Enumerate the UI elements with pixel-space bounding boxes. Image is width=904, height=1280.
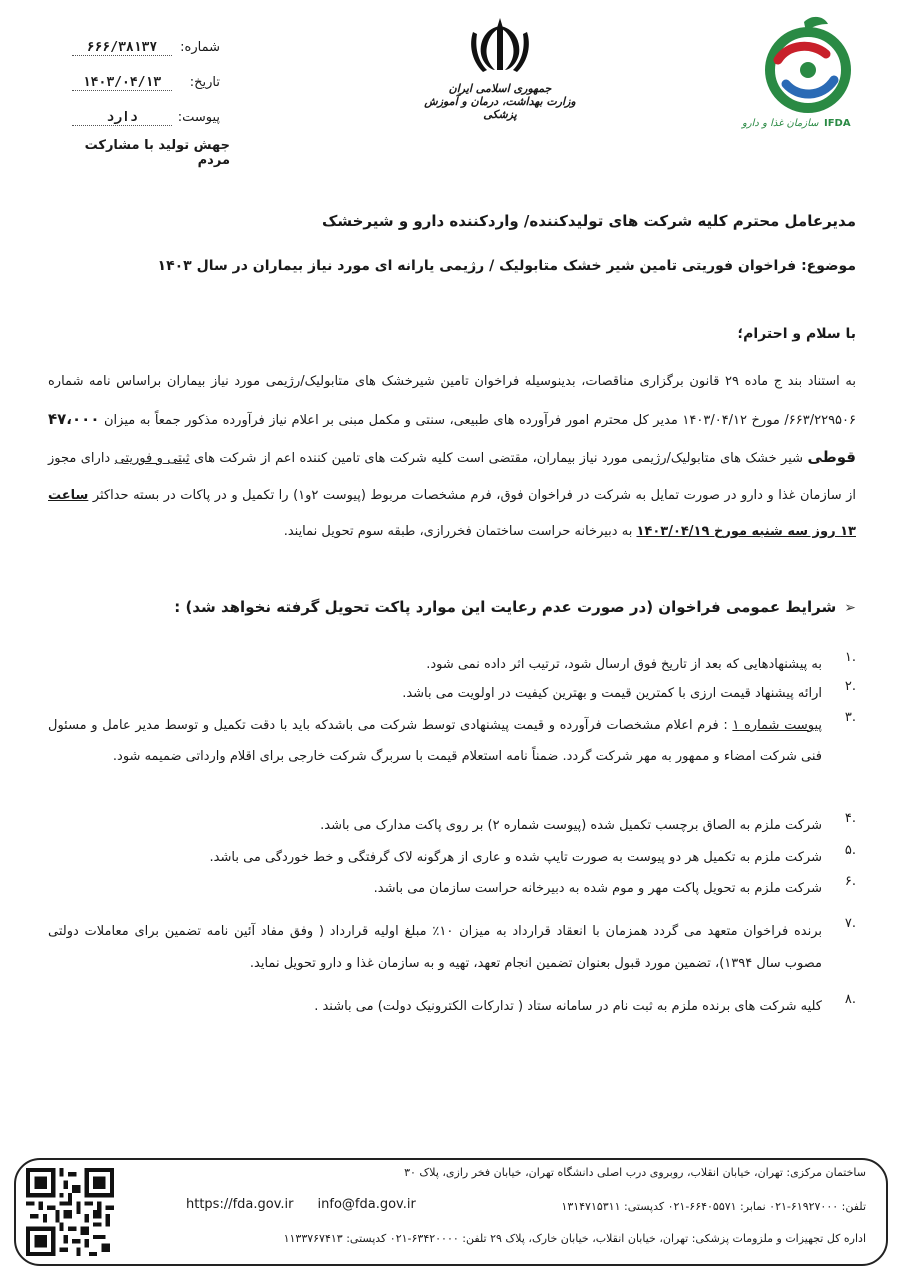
- condition-number: .۶: [844, 874, 856, 889]
- qr-code-icon[interactable]: [26, 1168, 114, 1256]
- letter-number: [60, 40, 220, 56]
- condition-text: برنده فراخوان متعهد می گردد همزمان با انعقاد قرارداد به میزان ۱۰٪ مبلغ اولیه قرارداد ( وفق مفاد آئین نامه تضمین برای معاملات دولتی مصوب سال ۱۳۹۴)، تضمین مورد قبول بعنوان تضمین انجام تعهد، تهیه و به سازمان غذا و دارو تحویل نماید.: [48, 924, 822, 971]
- emblem-ministry: وزارت بهداشت، درمان و آموزش پزشکی: [424, 95, 576, 121]
- letter-attachment: [60, 110, 220, 126]
- condition-number: .۴: [844, 811, 856, 826]
- footer-address-central: ساختمان مرکزی: تهران، خیابان انقلاب، روبروی درب اصلی دانشگاه تهران، خیابان فخر رازی، پلاک ۳۰: [404, 1166, 866, 1179]
- greeting: با سلام و احترام؛: [737, 326, 856, 342]
- number-value: ۶۶۶/۳۸۱۳۷: [72, 40, 172, 56]
- letter-date: [60, 75, 220, 91]
- conditions-title-text: شرایط عمومی فراخوان (در صورت عدم رعایت این موارد پاکت تحویل گرفته نخواهد شد) :: [174, 598, 837, 616]
- date-value: ۱۴۰۳/۰۴/۱۳: [72, 75, 172, 91]
- condition-item: [48, 916, 856, 980]
- paragraph-part-2: شیر خشک های متابولیک/رژیمی مورد نیاز بیماران، مقتضی است کلیه شرکت های تامین کننده اعم از شرکت های: [194, 451, 804, 466]
- national-emblem: [420, 14, 580, 121]
- date-label: تاریخ:: [189, 75, 220, 90]
- attachment-1-underlined: پیوست شماره ۱: [732, 718, 823, 733]
- condition-text: به پیشنهادهایی که بعد از تاریخ فوق ارسال شود، ترتیب اثر داده نمی شود.: [426, 657, 822, 672]
- condition-number: .۵: [844, 843, 856, 858]
- condition-number: .۳: [844, 710, 856, 725]
- condition-text: شرکت ملزم به الصاق برچسب تکمیل شده (پیوست شماره ۲) بر روی پاکت مدارک می باشد.: [320, 818, 822, 833]
- subject-line: موضوع: فراخوان فوریتی تامین شیر خشک متابولیک / رژیمی یارانه ای مورد نیاز بیماران در سال ۱۴۰۳: [157, 258, 856, 274]
- attachment-label: پیوست:: [177, 110, 220, 125]
- condition-number: .۱: [844, 650, 856, 665]
- website-link[interactable]: https://fda.gov.ir: [186, 1197, 294, 1212]
- paragraph-part-3: دارای مجوز از سازمان غذا و دارو در صورت تمایل به شرکت در فراخوان فوق، فرم مشخصات مربوط (پیوست ۲و۱) را تکمیل و در پاکات در بسته حداکثر: [48, 451, 856, 503]
- condition-text: ارائه پیشنهاد قیمت ارزی با کمترین قیمت و بهترین کیفیت در اولویت می باشد.: [402, 686, 822, 701]
- ifda-logo-icon: [742, 14, 872, 118]
- condition-text: شرکت ملزم به تحویل پاکت مهر و موم شده به دبیرخانه حراست سازمان می باشد.: [373, 881, 822, 896]
- condition-item: [48, 811, 856, 840]
- condition-text: شرکت ملزم به تکمیل هر دو پیوست به صورت تایپ شده و عاری از هرگونه لاک گرفتگی و خط خوردگی می باشد.: [209, 850, 822, 865]
- condition-text: کلیه شرکت های برنده ملزم به ثبت نام در سامانه ستاد ( تدارکات الکترونیک دولت) می باشند .: [314, 999, 822, 1014]
- arrow-bullet-icon: ➢: [844, 600, 856, 616]
- ifda-logo: [742, 14, 872, 134]
- paragraph-part-4: به دبیرخانه حراست ساختمان فخررازی، طبقه سوم تحویل نمایند.: [283, 524, 633, 539]
- footer-web: [186, 1197, 440, 1212]
- deadline-highlight: ساعت ۱۳ روز سه شنبه مورخ ۱۴۰۳/۰۴/۱۹: [48, 487, 856, 539]
- addressee: مدیرعامل محترم کلیه شرکت های تولیدکننده/ واردکننده دارو و شیرخشک: [321, 212, 856, 230]
- conditions-title: [174, 598, 856, 616]
- condition-number: .۲: [844, 679, 856, 694]
- main-paragraph: [48, 364, 856, 551]
- footer-address-equipment: اداره کل تجهیزات و ملزومات پزشکی: تهران، خیابان انقلاب، خیابان خارک، پلاک ۲۹ تلفن: ۶۳۴۲۰۰۰۰-۰۲۱ کدپستی: ۱۱۳۳۷۶۷۴۱۳: [283, 1232, 866, 1245]
- logo-abbr: IFDA: [824, 118, 851, 129]
- condition-number: .۸: [844, 992, 856, 1007]
- condition-item: [48, 679, 856, 708]
- condition-item: [48, 874, 856, 903]
- condition-item: [48, 992, 856, 1021]
- slogan: جهش تولید با مشارکت مردم: [84, 138, 230, 168]
- number-label: شماره:: [180, 40, 220, 55]
- paragraph-part-1: به استناد بند ج ماده ۲۹ قانون برگزاری مناقصات، بدینوسیله فراخوان تامین شیرخشک های متابولیک/رژیمی مورد نیاز بیماران براساس نامه شماره ۶۶۳/۲۲۹۵۰۶/ مورخ ۱۴۰۳/۰۴/۱۲ مدیر کل محترم امور فرآورده های طبیعی، سنتی و مکمل مبنی بر اعلام نیاز فرآورده مذکور جمعاً به میزان: [48, 374, 857, 428]
- condition-text-rest: : فرم اعلام مشخصات فرآورده و قیمت پیشنهادی توسط شرکت می باشدکه باید با دقت تکمیل و توسط مدیر عامل و مسئول فنی شرکت امضاء و ممهور به مهر شرکت گردد. ضمناً نامه استعلام قیمت با سربرگ شرکت خارجی برای اقلام وارداتی ضمیمه شود.: [48, 718, 822, 764]
- footer-contact: تلفن: ۶۱۹۲۷۰۰۰-۰۲۱ نمابر: ۶۶۴۰۵۵۷۱-۰۲۱ کدپستی: ۱۳۱۴۷۱۵۳۱۱: [561, 1200, 866, 1213]
- condition-item: [48, 710, 856, 772]
- footer-box: [14, 1158, 888, 1266]
- condition-text: [48, 710, 822, 772]
- email-link[interactable]: info@fda.gov.ir: [317, 1197, 416, 1212]
- condition-number: .۷: [844, 916, 856, 931]
- emblem-country: جمهوری اسلامی ایران: [448, 82, 552, 95]
- logo-caption: سازمان غذا و دارو: [742, 118, 819, 129]
- iran-emblem-icon: [465, 14, 535, 76]
- registered-urgent-underlined: ثبتی و فوریتی: [114, 451, 190, 466]
- condition-item: [48, 843, 856, 872]
- attachment-value: دارد: [72, 110, 172, 126]
- quantity-highlight: ۴۷،۰۰۰ قوطی: [48, 409, 856, 466]
- condition-item: [48, 650, 856, 679]
